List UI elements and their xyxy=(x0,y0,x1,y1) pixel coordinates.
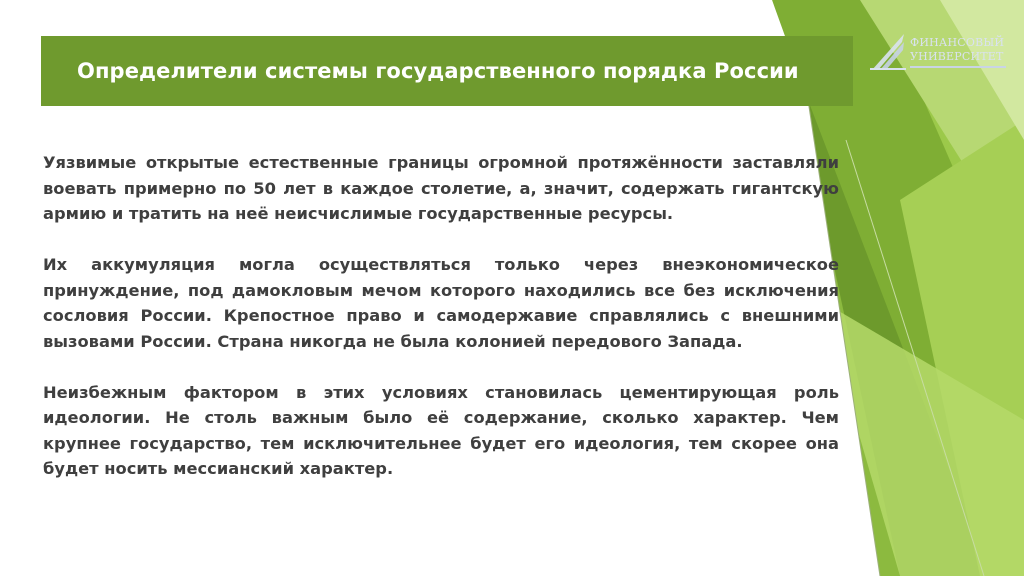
logo-text-line2: УНИВЕРСИТЕТ xyxy=(910,50,1004,63)
university-logo xyxy=(866,30,1016,74)
paragraph-ideology: Неизбежным фактором в этих условиях становилась цементирующая роль идеологии. Не столь важным было её содержание, сколько характер. Чем крупнее государство, тем исключительнее будет его идеология, тем скорее она будет носить мессианский характер. xyxy=(43,382,839,478)
slide-title: Определители системы государственного порядка России xyxy=(77,59,799,83)
logo-underline xyxy=(910,66,1006,68)
slide-body xyxy=(43,150,839,482)
logo-text-line1: ФИНАНСОВЫЙ xyxy=(910,36,1005,49)
university-logo-icon xyxy=(866,30,910,74)
paragraph-borders: Уязвимые открытые естественные границы огромной протяжённости заставляли воевать примерно по 50 лет в каждое столетие, а, значит, содержать гигантскую армию и тратить на неё неисчислимые государственные ресурсы. xyxy=(43,153,839,223)
paragraph-accumulation: Их аккумуляция могла осуществляться только через внеэкономическое принуждение, под дамокловым мечом которого находились все без исключения сословия России. Крепостное право и самодержавие справлялись с внешними вызовами России. Страна никогда не была колонией передового Запада. xyxy=(43,255,839,351)
title-bar xyxy=(41,36,853,106)
